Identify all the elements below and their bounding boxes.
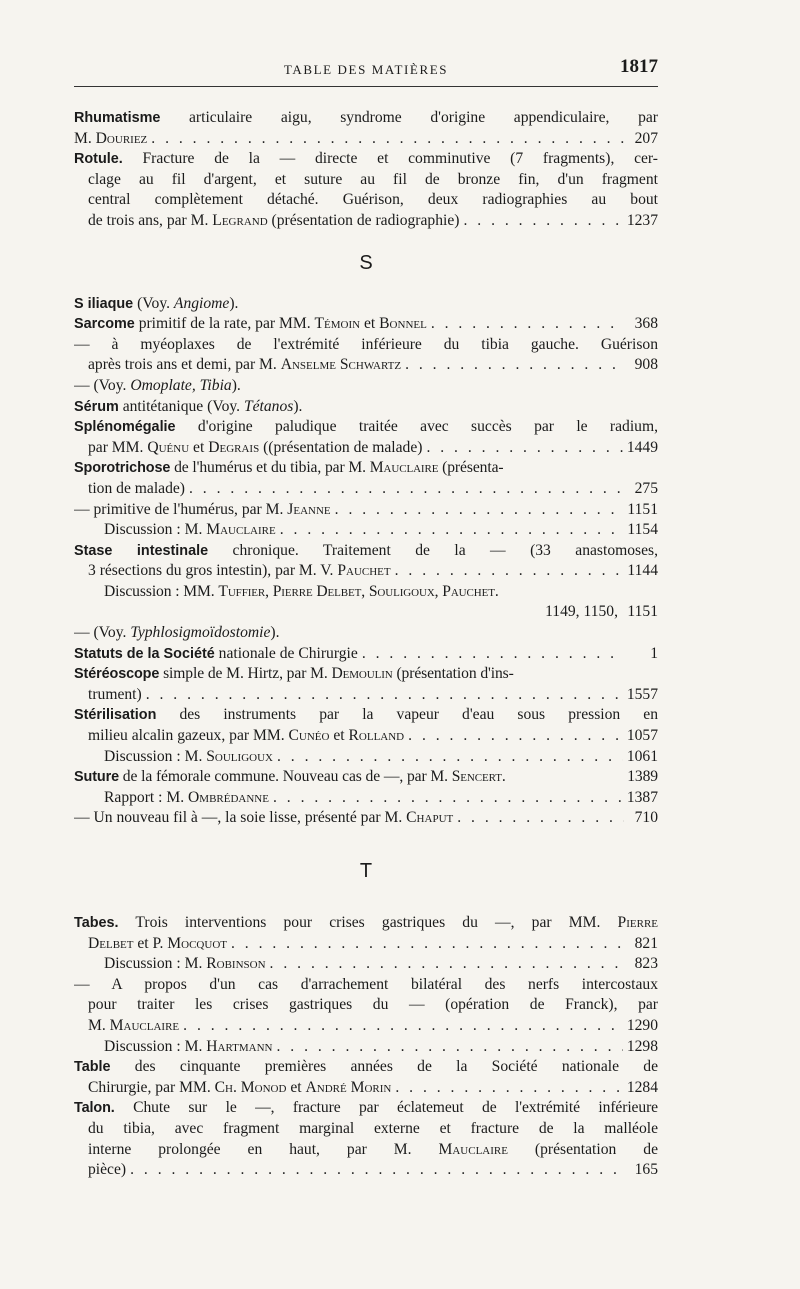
author-name: Bonnel xyxy=(379,315,427,333)
page-reference: 908 xyxy=(634,356,658,374)
entry-term: Rotule. xyxy=(74,151,123,168)
page-reference: 1557 xyxy=(626,685,658,703)
entry-text: et xyxy=(286,1078,306,1096)
entry-term: Suture xyxy=(74,769,119,786)
index-entry-line xyxy=(74,705,658,726)
author-name: Tuffier, Pierre Delbet, Souligoux, Pauchet xyxy=(218,582,495,600)
author-name: Douriez xyxy=(95,129,148,147)
page-reference: 1144 xyxy=(627,562,658,580)
entry-term: Statuts de la Société xyxy=(74,645,215,662)
entry-text: — (Voy. xyxy=(74,624,131,642)
page-reference: 275 xyxy=(634,479,658,497)
entry-text: Discussion : M. xyxy=(104,955,207,973)
entry-text: trument) xyxy=(88,685,142,703)
index-entry-line xyxy=(74,975,658,996)
entry-text: . xyxy=(494,582,499,600)
author-name: Souligoux xyxy=(206,747,273,765)
author-name: Sencert xyxy=(451,768,502,786)
page-reference: 1449 xyxy=(626,438,658,456)
entry-text: Chirurgie, par MM. xyxy=(88,1078,215,1096)
entry-text: (présentation d'ins- xyxy=(392,665,514,683)
page-reference: 1290 xyxy=(626,1016,658,1034)
index-entry-line xyxy=(74,294,658,315)
index-entry-line xyxy=(74,954,658,975)
index-entry-line xyxy=(74,438,658,459)
entry-term: Sarcome xyxy=(74,316,135,333)
entry-text: ). xyxy=(231,376,241,394)
page-reference: 1154 xyxy=(627,521,658,539)
cross-reference: Omoplate, Tibia xyxy=(130,376,232,394)
page-reference: 368 xyxy=(634,315,658,333)
index-entry-line xyxy=(74,211,658,232)
entry-text: des instruments par la vapeur d'eau sous pression en xyxy=(156,706,658,724)
entry-text: — à myéoplaxes de l'extrémité inférieure du tibia gauche. Guérison xyxy=(74,335,658,353)
index-entry-line xyxy=(74,541,658,562)
leader-dots xyxy=(405,355,624,376)
index-entry-line xyxy=(74,582,658,603)
leader-dots xyxy=(273,788,623,809)
page-reference: 1284 xyxy=(626,1078,658,1096)
page-reference: 1387 xyxy=(626,788,658,806)
author-name: André Morin xyxy=(305,1078,392,1096)
entry-text: primitif de la rate, par MM. xyxy=(134,315,315,333)
entry-text: Discussion : M. xyxy=(104,1037,207,1055)
entry-text: des cinquante premières années de la Société nationale de xyxy=(110,1058,658,1076)
index-entry-line xyxy=(74,602,658,623)
leader-dots xyxy=(362,644,624,665)
entry-text: (présentation de radiographie) xyxy=(267,211,460,229)
cross-reference: Angiome xyxy=(173,294,230,312)
index-entry-line xyxy=(74,149,658,170)
author-name: Quénu xyxy=(147,438,190,456)
leader-dots xyxy=(431,314,624,335)
entry-text: ((présentation de malade) xyxy=(259,438,423,456)
entry-term: S iliaque xyxy=(74,295,134,312)
page-reference: 1151 xyxy=(627,500,658,518)
index-entry-line xyxy=(74,1140,658,1161)
entry-text: et xyxy=(360,315,380,333)
section-letter-t: T xyxy=(359,860,373,882)
index-entry-line xyxy=(74,747,658,768)
entry-text: 1149, 1150, xyxy=(545,603,618,621)
entry-text: Discussion : M. xyxy=(104,747,207,765)
entry-text: de trois ans, par M. xyxy=(88,211,213,229)
author-name: Cunéo xyxy=(288,727,330,745)
page-reference: 710 xyxy=(634,809,658,827)
entry-text: et xyxy=(189,438,209,456)
header-page-number: 1817 xyxy=(620,56,658,77)
page-reference: 1389 xyxy=(627,768,658,786)
index-entry-line xyxy=(74,1119,658,1140)
index-entry-line xyxy=(74,376,658,397)
leader-dots xyxy=(335,500,624,521)
index-entry-line xyxy=(74,726,658,747)
leader-dots xyxy=(463,211,622,232)
entry-text: simple de M. Hirtz, par M. xyxy=(159,665,332,683)
entry-text: nationale de Chirurgie xyxy=(214,644,358,662)
entry-text: et xyxy=(329,727,349,745)
page-reference: 1061 xyxy=(626,747,658,765)
header-title: TABLE DES MATIÈRES xyxy=(283,62,449,77)
index-entry-line xyxy=(74,788,658,809)
author-name: Delbet xyxy=(88,934,134,952)
entry-text: 3 résections du gros intestin), par M. V. xyxy=(88,562,338,580)
leader-dots xyxy=(270,954,624,975)
author-name: Pauchet xyxy=(337,562,391,580)
running-header xyxy=(74,52,658,87)
leader-dots xyxy=(276,1037,622,1058)
entry-text: (Voy. xyxy=(133,294,174,312)
entry-text: tion de malade) xyxy=(88,479,185,497)
leader-dots xyxy=(183,1016,623,1037)
entry-text: (présenta- xyxy=(438,459,504,477)
index-entry-line xyxy=(74,170,658,191)
entry-text: Trois interventions pour crises gastriques du —, par MM. xyxy=(118,914,618,931)
leader-dots xyxy=(151,129,624,150)
index-entry-line xyxy=(74,520,658,541)
entry-text: clage au fil d'argent, et suture au fil de bronze fin, d'un fragment xyxy=(88,170,658,188)
index-entry-line xyxy=(74,808,658,829)
cross-reference: Typhlosigmoïdostomie xyxy=(130,624,271,642)
entry-term: Talon. xyxy=(74,1100,115,1117)
page-reference: 1 xyxy=(650,644,658,662)
entry-text: et P. xyxy=(133,934,168,952)
author-name: Mocquot xyxy=(167,934,227,952)
entry-text: Discussion : MM. xyxy=(104,582,219,600)
index-entry-line xyxy=(74,934,658,955)
entry-text: Fracture de la — directe et comminutive (7 fragments), cer- xyxy=(122,150,658,168)
entry-text: antitétanique (Voy. xyxy=(118,397,244,415)
index-entry-line xyxy=(74,129,658,150)
leader-dots xyxy=(395,1078,622,1099)
entry-text: d'origine paludique traitée avec succès par le radium, xyxy=(175,418,658,436)
index-entry-line xyxy=(74,1057,658,1078)
index-entry-line xyxy=(74,458,658,479)
author-name: Degrais xyxy=(208,438,260,456)
leader-dots xyxy=(408,726,623,747)
entry-term: Stase intestinale xyxy=(74,542,209,559)
author-name: Legrand xyxy=(212,211,268,229)
index-entry-line xyxy=(74,479,658,500)
page-reference: 823 xyxy=(634,955,658,973)
index-entry-line xyxy=(74,335,658,356)
entry-text: — primitive de l'humérus, par M. xyxy=(74,500,288,518)
entry-text: Chute sur le —, fracture par éclatemeut de l'extrémité inférieure xyxy=(114,1099,658,1117)
entry-text: central complètement détaché. Guérison, deux radiographies au bout xyxy=(88,191,658,209)
index-entry-line xyxy=(74,685,658,706)
leader-dots xyxy=(457,808,624,829)
author-name: Anselme Schwartz xyxy=(280,356,402,374)
leader-dots xyxy=(231,934,624,955)
entry-term: Tabes. xyxy=(74,915,119,931)
index-entry-line xyxy=(74,1078,658,1099)
index-entry-line xyxy=(74,314,658,335)
index-entry-line xyxy=(74,108,658,129)
index-entry-line xyxy=(74,995,658,1016)
author-name: Ch. Monod xyxy=(214,1078,287,1096)
author-name: Témoin xyxy=(314,315,361,333)
entry-term: Sérum xyxy=(74,398,119,415)
leader-dots xyxy=(395,561,624,582)
entry-text: M. xyxy=(88,1016,110,1034)
cross-reference: Tétanos xyxy=(243,397,294,415)
page-reference: 1151 xyxy=(627,603,658,621)
page-reference: 821 xyxy=(634,934,658,952)
page-reference: 165 xyxy=(634,1161,658,1179)
page-reference: 1237 xyxy=(626,211,658,229)
entry-text: — (Voy. xyxy=(74,376,131,394)
author-name: Hartmann xyxy=(206,1037,273,1055)
entry-text: Rapport : M. xyxy=(104,788,189,806)
leader-dots xyxy=(277,747,623,768)
index-entry-line xyxy=(74,500,658,521)
author-name: Mauclaire xyxy=(206,521,276,539)
index-entry-line xyxy=(74,417,658,438)
leader-dots xyxy=(189,479,624,500)
entry-text: pour traiter les crises gastriques du — (opération de Franck), par xyxy=(88,996,658,1014)
page-reference: 1298 xyxy=(626,1037,658,1055)
index-entry-line xyxy=(74,664,658,685)
author-name: Robinson xyxy=(206,955,266,973)
author-name: Rolland xyxy=(348,727,405,745)
entry-term: Splénomégalie xyxy=(74,419,176,436)
index-entry-line xyxy=(74,355,658,376)
entry-text: pièce) xyxy=(88,1161,127,1179)
entry-text: de la fémorale commune. Nouveau cas de —, par M. xyxy=(118,768,452,786)
index-entry-line xyxy=(74,1160,658,1181)
index-content xyxy=(74,108,658,1181)
section-letter-s: S xyxy=(359,251,373,274)
entry-text: milieu alcalin gazeux, par MM. xyxy=(88,727,289,745)
entry-text: . xyxy=(501,768,506,786)
entry-text: articulaire aigu, syndrome d'origine appendiculaire, par xyxy=(160,109,658,126)
entry-text: M. xyxy=(74,129,96,147)
leader-dots xyxy=(426,438,622,459)
leader-dots xyxy=(130,1160,624,1181)
entry-text: par MM. xyxy=(88,438,148,456)
author-name: Demoulin xyxy=(331,665,393,683)
page-reference: 1057 xyxy=(626,727,658,745)
entry-text: Discussion : M. xyxy=(104,521,207,539)
entry-term: Stérilisation xyxy=(74,707,157,724)
page-reference: 207 xyxy=(634,129,658,147)
entry-text: interne prolongée en haut, par M. xyxy=(88,1140,439,1158)
entry-text: — Un nouveau fil à —, la soie lisse, présenté par M. xyxy=(74,809,407,827)
author-name: Mauclaire xyxy=(369,459,439,477)
entry-text: — A propos d'un cas d'arrachement bilatéral des nerfs intercostaux xyxy=(74,975,658,993)
author-name: Chaput xyxy=(406,809,454,827)
index-entry-line xyxy=(74,1037,658,1058)
leader-dots xyxy=(146,685,623,706)
entry-text: ). xyxy=(229,294,239,312)
index-entry-line xyxy=(74,644,658,665)
entry-text: ). xyxy=(293,397,303,415)
entry-term: Sporotrichose xyxy=(74,460,171,477)
index-entry-line xyxy=(74,623,658,644)
entry-text: de l'humérus et du tibia, par M. xyxy=(170,459,370,477)
index-entry-line xyxy=(74,1098,658,1119)
entry-text: après trois ans et demi, par M. xyxy=(88,356,281,374)
author-name: Mauclaire xyxy=(109,1016,180,1034)
leader-dots xyxy=(280,520,624,541)
entry-term: Rhumatisme xyxy=(74,110,161,126)
author-name: Mauclaire xyxy=(438,1140,508,1158)
entry-text: du tibia, avec fragment marginal externe et fracture de la malléole xyxy=(88,1119,658,1137)
entry-term: Table xyxy=(74,1059,111,1076)
index-entry-line xyxy=(74,561,658,582)
entry-term: Stéréoscope xyxy=(74,666,160,683)
author-name: Jeanne xyxy=(287,500,331,518)
entry-text: ). xyxy=(270,624,280,642)
entry-text: chronique. Traitement de la — (33 anastomoses, xyxy=(208,541,658,559)
author-name: Pierre xyxy=(617,914,658,931)
entry-text: (présentation de xyxy=(507,1140,658,1158)
index-entry-line xyxy=(74,397,658,418)
index-entry-line xyxy=(74,913,658,934)
author-name: Ombrédanne xyxy=(188,788,269,806)
index-entry-line xyxy=(74,767,658,788)
index-entry-line xyxy=(74,190,658,211)
index-entry-line xyxy=(74,1016,658,1037)
